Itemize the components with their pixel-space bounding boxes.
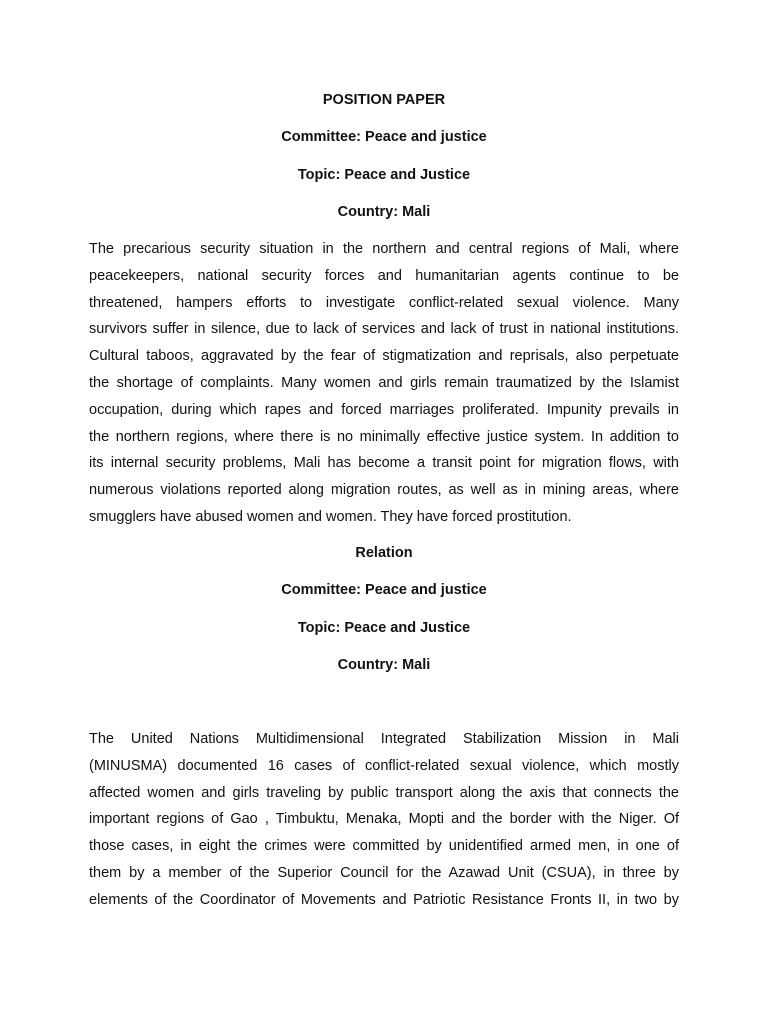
committee-heading: Committee: Peace and justice [281,582,487,598]
topic-heading: Topic: Peace and Justice [297,167,471,183]
document-title: POSITION PAPER [322,92,446,108]
country-heading: Country: Mali [337,204,431,220]
committee-heading: Committee: Peace and justice [281,129,487,145]
paragraph-line: (MINUSMA) documented 16 cases of conflict-related sexual violence, which mostly [89,757,679,774]
paragraph-line: smugglers have abused women and women. They have forced prostitution. [89,508,572,525]
paragraph-line: affected women and girls traveling by public transport along the axis that connects the [89,784,679,801]
paragraph-line: the shortage of complaints. Many women and girls remain traumatized by the Islamist [89,374,679,391]
paragraph-line: Cultural taboos, aggravated by the fear of stigmatization and reprisals, also perpetuate [89,348,679,365]
paragraph-line: numerous violations reported along migration routes, as well as in mining areas, where [89,482,679,499]
relation-heading: Relation [355,545,413,561]
paragraph-line: them by a member of the Superior Council for the Azawad Unit (CSUA), in three by [89,864,679,881]
paragraph-line: threatened, hampers efforts to investigate conflict-related sexual violence. Many [89,294,679,311]
paragraph-line: elements of the Coordinator of Movements and Patriotic Resistance Fronts II, in two by [89,891,679,908]
paragraph-line: important regions of Gao , Timbuktu, Menaka, Mopti and the border with the Niger. Of [89,811,679,828]
paragraph-line: The United Nations Multidimensional Integrated Stabilization Mission in Mali [89,731,679,747]
paragraph-line: occupation, during which rapes and forced marriages proliferated. Impunity prevails in [89,401,679,418]
paragraph-line: those cases, in eight the crimes were committed by unidentified armed men, in one of [89,838,679,855]
paragraph-line: its internal security problems, Mali has become a transit point for migration flows, with [89,455,679,472]
body-paragraph-2 [89,726,679,914]
country-heading: Country: Mali [337,657,431,673]
body-paragraph-1 [89,236,679,531]
paragraph-line: The precarious security situation in the northern and central regions of Mali, where [89,241,679,257]
paragraph-line: peacekeepers, national security forces and humanitarian agents continue to be [89,267,679,284]
topic-heading: Topic: Peace and Justice [297,620,471,636]
paragraph-line: the northern regions, where there is no minimally effective justice system. In addition to [89,428,679,445]
paragraph-line: survivors suffer in silence, due to lack of services and lack of trust in national institutions. [89,321,679,338]
